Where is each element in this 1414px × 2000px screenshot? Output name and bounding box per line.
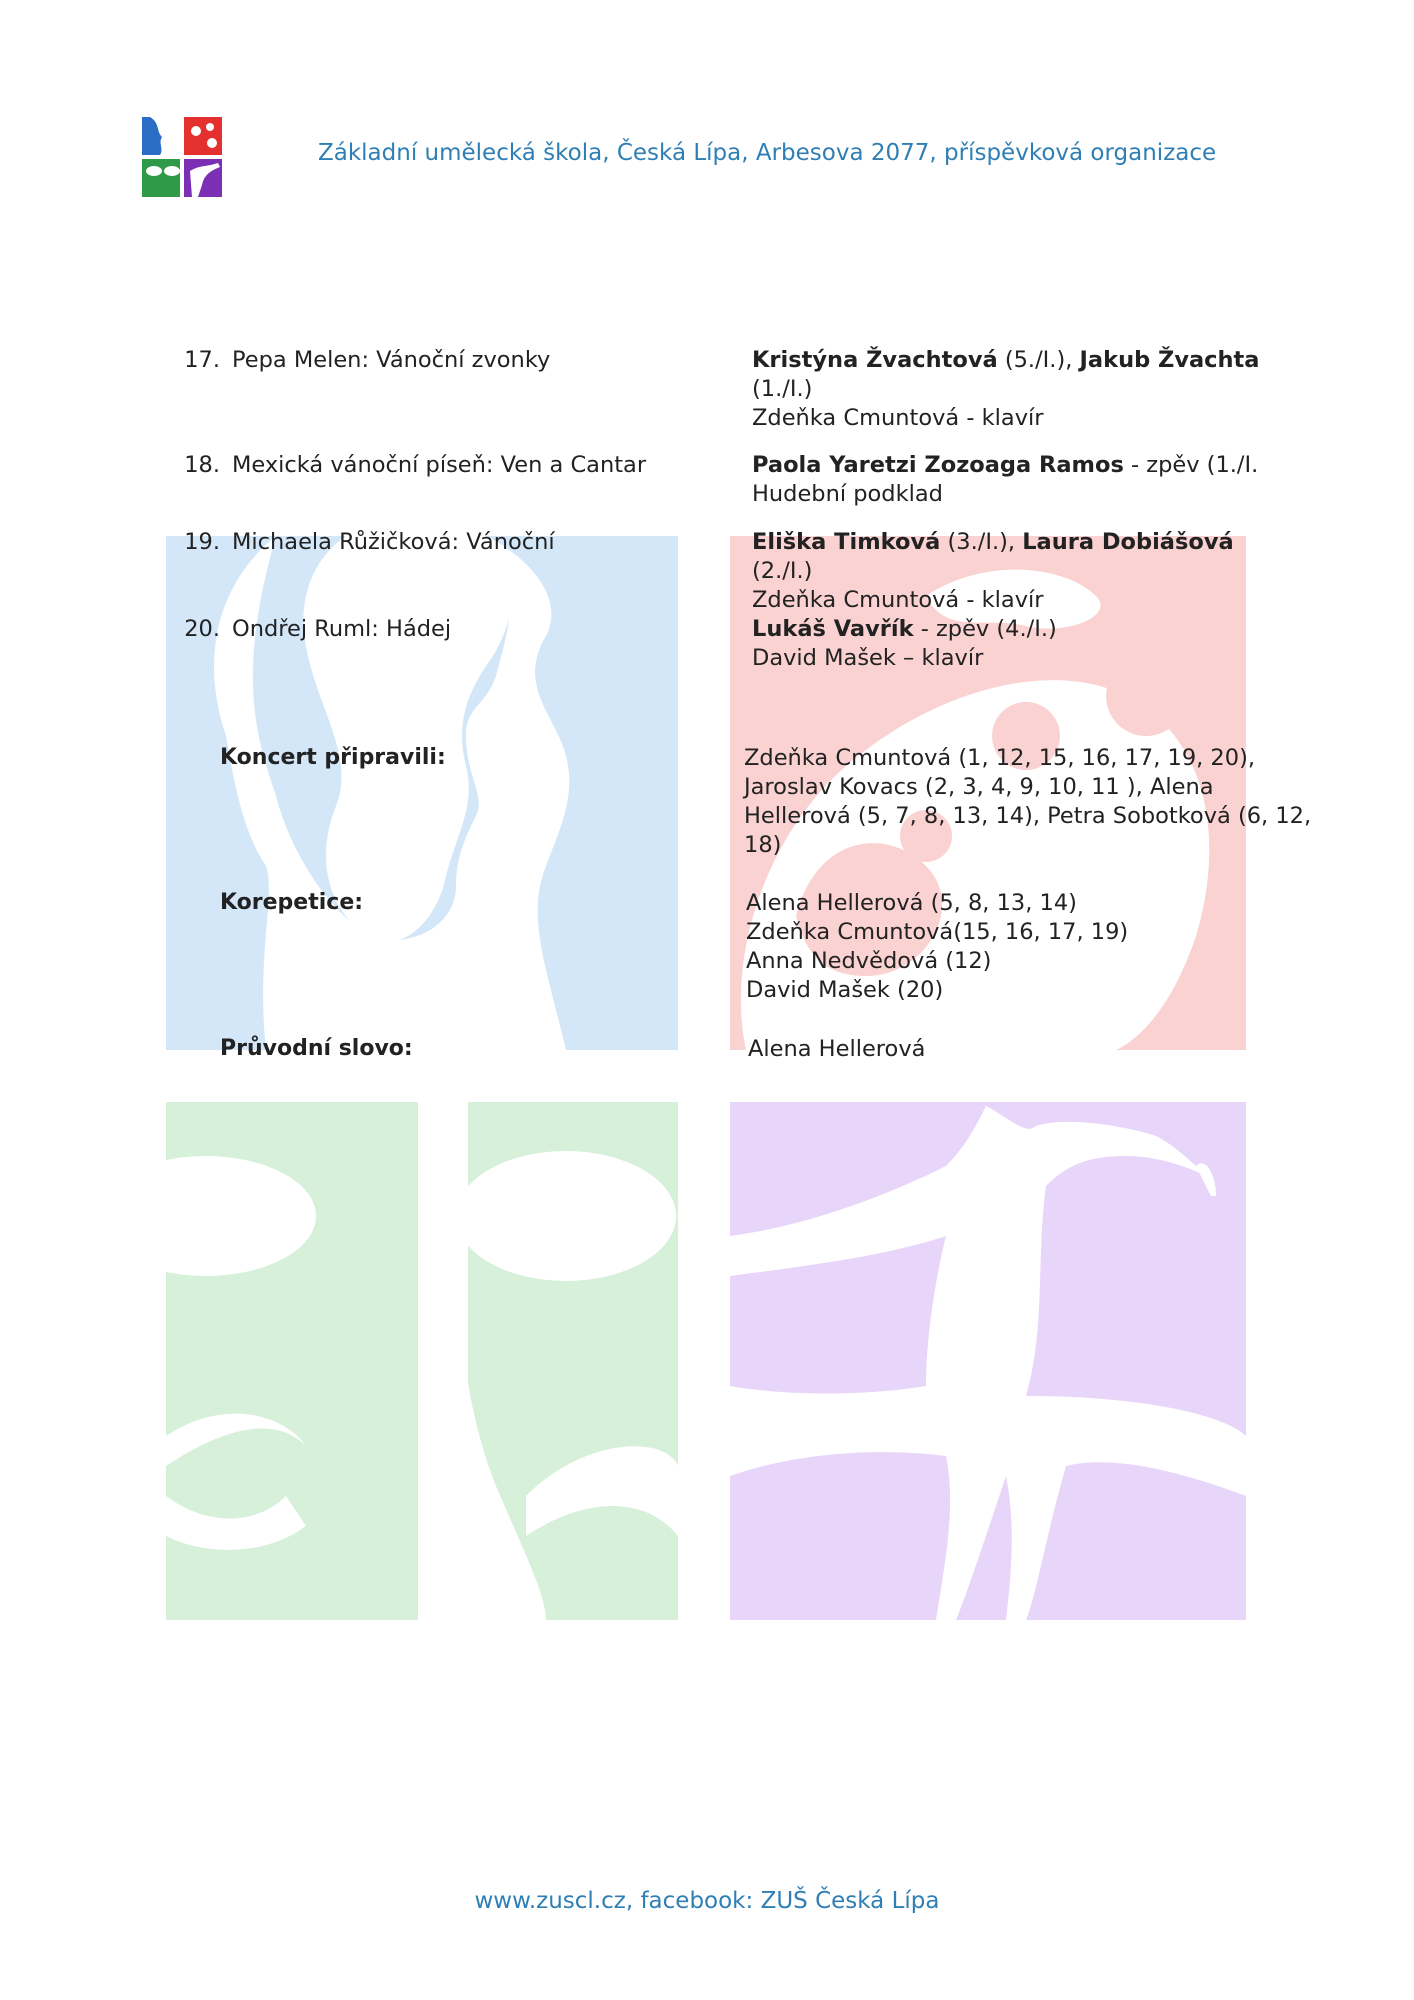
footer-links[interactable]: www.zuscl.cz, facebook: ZUŠ Česká Lípa — [474, 1888, 940, 1914]
item-title: Pepa Melen: Vánoční zvonky — [232, 347, 551, 373]
prepared-by-value — [744, 744, 1314, 860]
school-logo — [140, 115, 226, 201]
performer-name: Lukáš Vavřík — [752, 616, 914, 642]
slovo-label: Průvodní slovo: — [220, 1036, 413, 1061]
item-title: Ondřej Ruml: Hádej — [232, 616, 452, 642]
item-number: 17. — [184, 347, 220, 373]
background-art — [166, 536, 1246, 1620]
credit-line: Jaroslav Kovacs (2, 3, 4, 9, 10, 11 ), Alena — [744, 774, 1214, 800]
credit-line: Zdeňka Cmuntová (1, 12, 15, 16, 17, 19, 20), — [744, 745, 1255, 771]
korepetice-label: Korepetice: — [220, 890, 364, 915]
item-performers — [752, 615, 1272, 673]
prepared-by-label: Koncert připravili: — [220, 745, 446, 770]
performer-line: (1./I.) — [752, 376, 813, 402]
performer-detail: - zpěv (1./I. — [1123, 452, 1259, 478]
performer-line: David Mašek – klavír — [752, 645, 984, 671]
performer-detail: - zpěv (4./I.) — [913, 616, 1057, 642]
item-performers — [752, 451, 1272, 509]
credit-line: Anna Nedvědová (12) — [746, 948, 992, 974]
item-number: 20. — [184, 616, 220, 642]
credit-line: David Mašek (20) — [746, 977, 944, 1003]
item-number: 19. — [184, 529, 220, 555]
performer-line: Hudební podklad — [752, 481, 943, 507]
performer-detail: (5./I.), — [997, 347, 1080, 373]
slovo-value: Alena Hellerová — [748, 1036, 926, 1062]
performer-line: Zdeňka Cmuntová - klavír — [752, 587, 1044, 613]
item-title: Michaela Růžičková: Vánoční — [232, 529, 555, 555]
item-performers — [752, 528, 1272, 615]
performer-name: Jakub Žvachta — [1079, 347, 1260, 373]
performer-detail: (3./I.), — [940, 529, 1023, 555]
performer-name: Kristýna Žvachtová — [752, 347, 998, 373]
performer-name: Paola Yaretzi Zozoaga Ramos — [752, 452, 1124, 478]
performer-line: Zdeňka Cmuntová - klavír — [752, 405, 1044, 431]
item-title: Mexická vánoční píseň: Ven a Cantar — [232, 452, 647, 478]
school-name-header: Základní umělecká škola, Česká Lípa, Arbesova 2077, příspěvková organizace — [318, 140, 1217, 166]
credit-line: Zdeňka Cmuntová(15, 16, 17, 19) — [746, 919, 1129, 945]
item-performers — [752, 346, 1272, 433]
credit-line: 18) — [744, 832, 782, 858]
credit-line: Hellerová (5, 7, 8, 13, 14), Petra Sobotková (6, 12, — [744, 803, 1312, 829]
performer-name: Eliška Timková — [752, 529, 941, 555]
korepetice-value — [746, 889, 1316, 1005]
credit-line: Alena Hellerová (5, 8, 13, 14) — [746, 890, 1077, 916]
performer-detail: (2./I.) — [752, 558, 813, 584]
performer-name: Laura Dobiášová — [1022, 529, 1234, 555]
item-number: 18. — [184, 452, 220, 478]
